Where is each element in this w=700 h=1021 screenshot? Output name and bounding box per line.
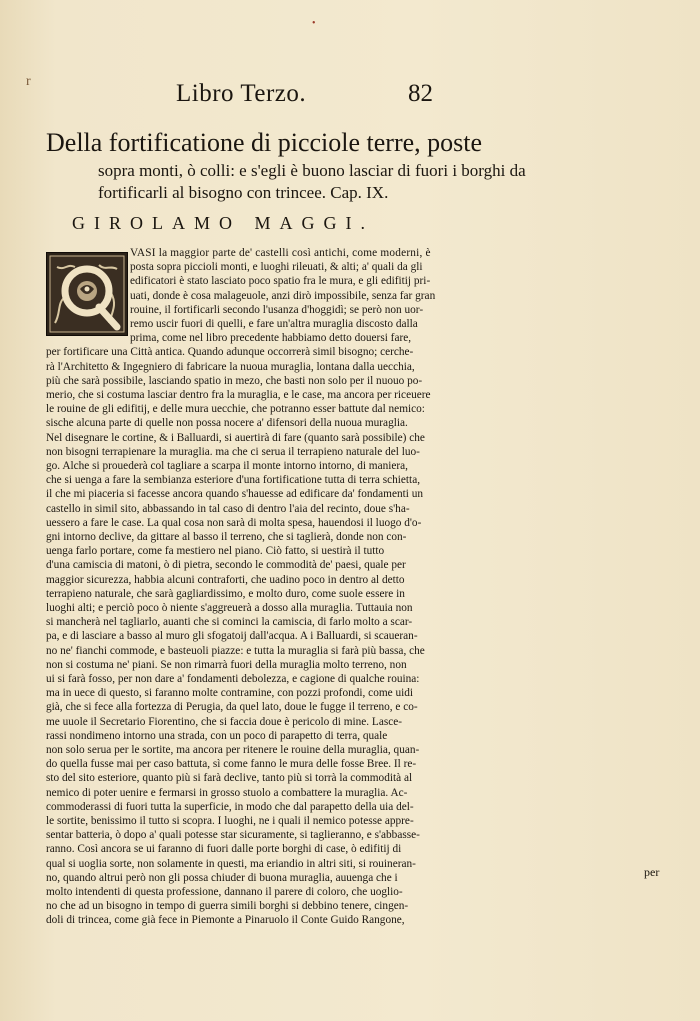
body-line: VASI la maggior parte de' castelli così antichi, come moderni, è xyxy=(130,247,431,259)
body-line: più che sarà possibile, lasciando spatio in mezo, che basti non solo per il nuouo po- xyxy=(46,374,423,387)
author-name: GIROLAMO MAGGI. xyxy=(72,213,374,233)
body-line: no che ad un bisogno in tempo di guerra simili borghi si debbino tenere, cingen- xyxy=(46,900,409,913)
body-line: si mancherà nel tagliarlo, auanti che si cominci la camiscia, di farlo molto a scar- xyxy=(46,616,413,629)
body-line: me uuole il Secretario Fiorentino, che si faccia doue è pericolo di mine. Lasce- xyxy=(46,715,403,728)
body-line: il che mi piaceria si facesse ancora quando s'hauesse ad edificare da' fondamenti un xyxy=(46,488,424,501)
body-line: non si costuma ne' piani. Se non rimarrà fuori della muraglia molto terreno, non xyxy=(46,658,407,671)
body-line: nemico di poter uenire e fermarsi in grosso stuolo a combattere la muraglia. Ac- xyxy=(46,786,408,799)
body-line: sentar batteria, ò dopo a' quali potesse star sicuramente, si taglieranno, e s'abbasse- xyxy=(46,829,420,842)
body-line: uenga farlo portare, come fa mestiero nel piano. Ciò fatto, si uestirà il tutto xyxy=(46,545,385,558)
body-line: qual si uoglia sorte, non solamente in questi, ma eriandio in altri siti, si rouineran- xyxy=(46,857,416,870)
chapter-title: Della fortificatione di picciole terre, poste xyxy=(46,128,483,157)
body-line: per fortificare una Città antica. Quando adunque occorrerà simil bisogno; cerche- xyxy=(46,346,414,359)
body-line: go. Alche si prouederà col tagliare a scarpa il monte intorno intorno, di maniera, xyxy=(46,460,409,472)
body-line: remo uscir fuori di quelli, e fare un'altra muraglia discosto dalla xyxy=(130,318,418,330)
body-line: le rouine de gli edifitij, e delle mura uecchie, che potranno esser battute dal nemico: xyxy=(46,403,425,416)
body-line: maggior sicurezza, habbia alcuni contraforti, che uadino poco in dentro al detto xyxy=(46,573,405,586)
body-line: che si uenga a fare la sembianza esteriore d'una fortificatione tutta di terra schietta, xyxy=(46,474,421,487)
body-line: merio, che si costuma lasciar dentro fra la muraglia, e le case, ma ancora per riceuere xyxy=(46,389,431,401)
chapter-subtitle-line-2: fortificarli al bisogno con trincee. Cap. IX. xyxy=(98,183,389,202)
body-line: molto intendenti di questa professione, dannano il parere di coloro, che uoglio- xyxy=(46,886,403,898)
body-line: le sortite, benissimo il tutto si scopra. I luoghi, ne i quali il nemico potesse appre- xyxy=(46,815,414,827)
running-title: Libro Terzo. xyxy=(176,80,307,107)
body-line: d'una camiscia di matoni, ò di pietra, secondo le commodità de' paesi, quale per xyxy=(46,559,406,572)
body-line: rassi nondimeno intorno una strada, con un poco di parapetto di terra, quale xyxy=(46,729,388,742)
body-line: luoghi alti; e perciò poco ò niente s'aggreuerà a dosso alla muraglia. Tuttauia non xyxy=(46,602,413,614)
body-line: posta sopra piccioli monti, e luoghi rileuati, & alti; a' quali da gli xyxy=(130,261,423,274)
body-line: non solo serua per le sortite, ma ancora per ritenere le rouine della muraglia, quan- xyxy=(46,744,420,756)
chapter-subtitle-line-1: sopra monti, ò colli: e s'egli è buono lasciar di fuori i borghi da xyxy=(98,161,526,180)
body-line: rouine, il fortificarli secondo l'usanza d'hoggidì; se però non uor- xyxy=(130,303,424,316)
body-line: uati, donde è cosa malageuole, anzi dirò impossibile, senza far gran xyxy=(130,289,436,302)
body-line: no ne' fianchi commode, e basteuoli piazze: e tutta la muraglia si farà più bassa, che xyxy=(46,644,425,657)
body-line: prima, come nel libro precedente habbiamo detto douersi fare, xyxy=(130,332,412,345)
body-line: no, quando altrui però non gli possa chiuder di buona muraglia, auuenga che i xyxy=(46,871,398,884)
decorated-initial-q xyxy=(46,252,128,336)
body-line: ma in uece di questo, si faranno molte contramine, con pozzi profondi, come uidi xyxy=(46,687,414,700)
body-line: edificatori è stato lasciato poco spatio fra le mura, e gli edifitij pri- xyxy=(130,275,431,288)
page-number: 82 xyxy=(408,80,433,107)
body-line: ui si farà fosso, per non dare a' fondamenti debolezza, e cagione di qualche rouina: xyxy=(46,673,420,685)
body-line: rà l'Architetto & Ingegniero di fabricare la nuoua muraglia, lontana dalla uecchia, xyxy=(46,360,415,373)
body-line: castello in simil sito, abbassando in tal caso di dentro l'aia del recinto, doue s'ha- xyxy=(46,502,410,515)
body-line: ranno. Così ancora se ui faranno di fuori dalle porte borghi di case, ò edifitij di xyxy=(46,843,402,856)
body-line: terrapieno naturale, che sarà gagliardissimo, e molto duro, come suole essere in xyxy=(46,587,405,600)
margin-mark: r xyxy=(26,74,31,89)
body-line: sto del sito esteriore, quanto più si farà declive, tanto più si torrà la commodità al xyxy=(46,772,413,785)
body-line: doli di trincea, come già fece in Piemonte a Pinaruolo il Conte Guido Rangone, xyxy=(46,914,405,927)
body-line: do quella fusse mai per caso battuta, sì come fanno le mura delle fosse Bree. Il re- xyxy=(46,758,417,771)
body-line: non bisogni terrapienare la muraglia. ma che ci serua il terrapieno naturale del luo- xyxy=(46,445,420,458)
body-line: commoderassi di fuori tutta la superficie, in modo che dal parapetto della uia del- xyxy=(46,800,414,813)
ink-mark: • xyxy=(312,18,316,29)
body-line: Nel disegnare le cortine, & i Balluardi, si auertirà di fare (quanto sarà possibile) che xyxy=(46,431,425,444)
body-line: pa, e di lasciare a basso al muro gli sfogatoij dall'acqua. A i Balluardi, si scaueran- xyxy=(46,630,418,643)
body-line: uessero a fare le case. La qual cosa non sarà di molta spesa, hauendosi il luogo d'o- xyxy=(46,516,422,529)
body-line: gni intorno declive, da gittare al basso il terreno, che si taglierà, donde non con- xyxy=(46,531,407,543)
body-line: già, che si fece alla fortezza di Perugia, da quel lato, doue le fugge il terreno, e co- xyxy=(46,701,418,714)
catchword: per xyxy=(644,865,660,879)
body-line: sische alcuna parte di quelle non possa nocere a' difensori della nuoua muraglia. xyxy=(46,417,408,430)
